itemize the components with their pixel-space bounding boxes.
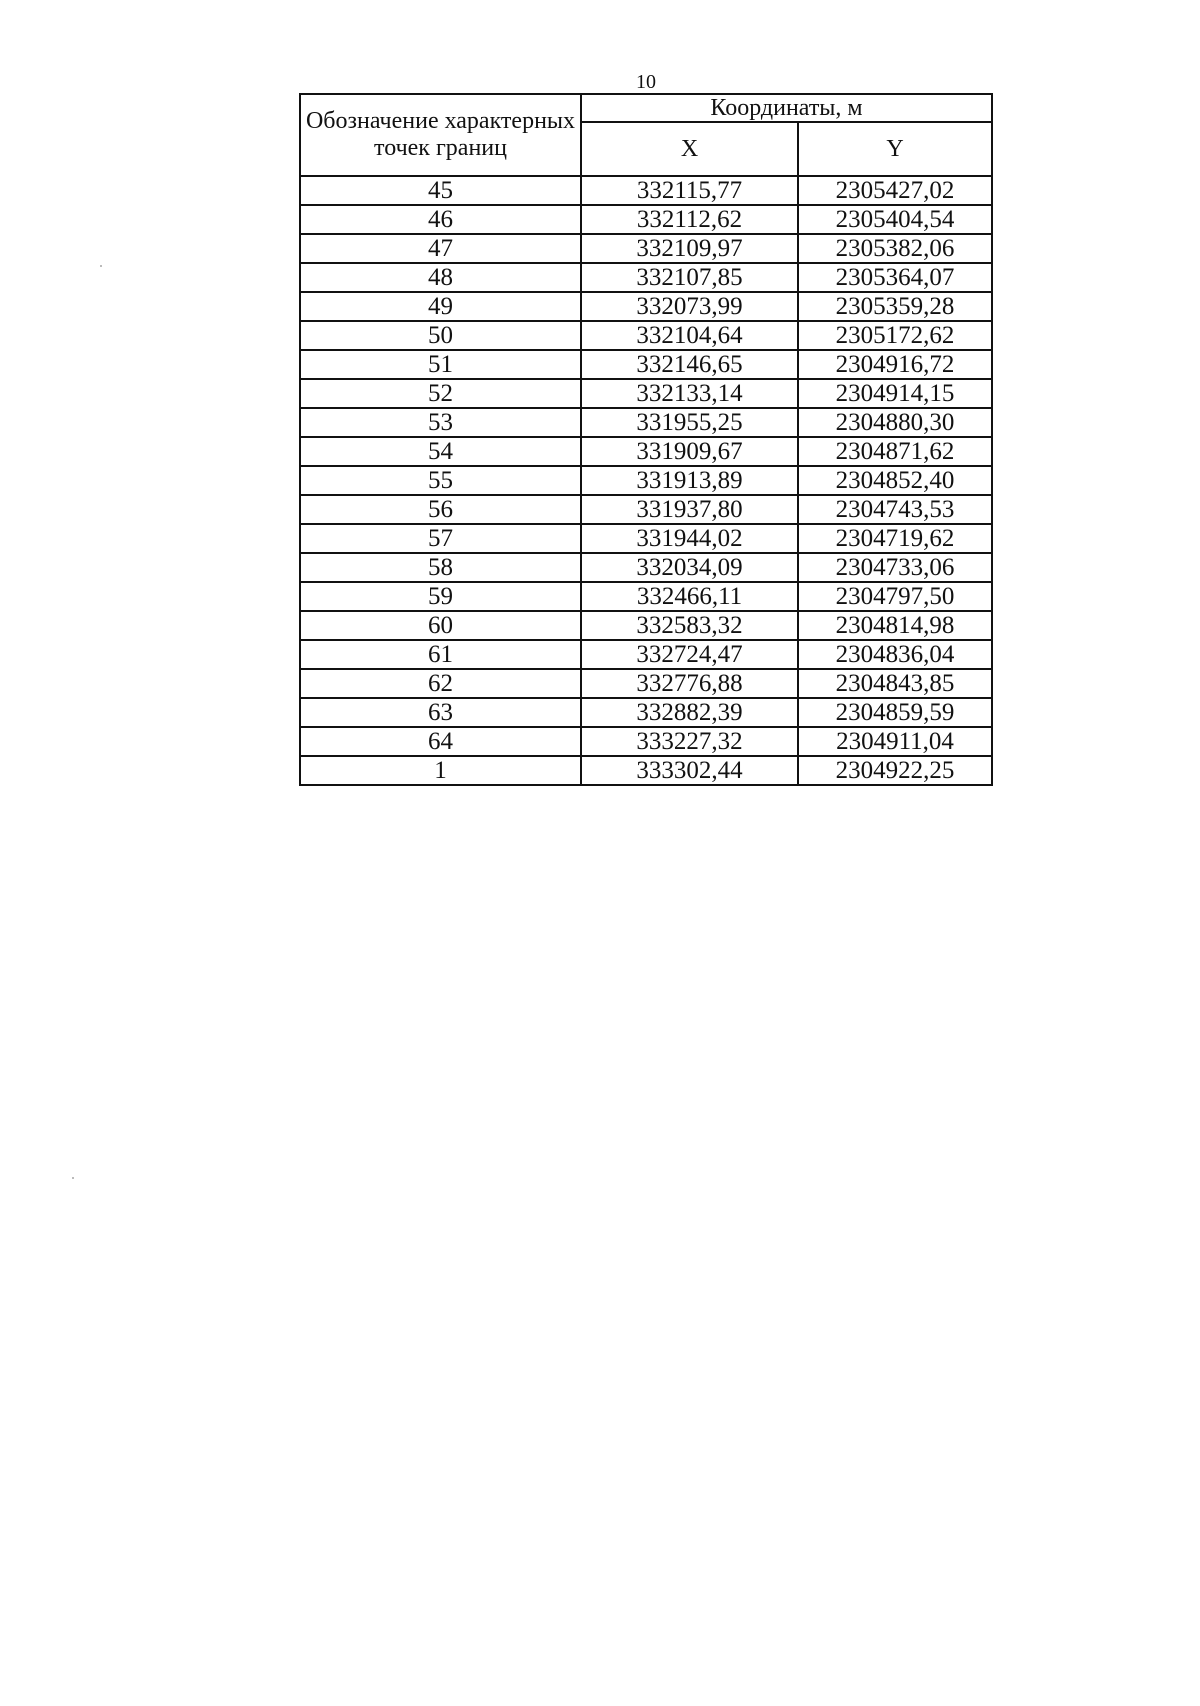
table-row — [300, 234, 992, 263]
x-coordinate-cell: 331909,67 — [581, 437, 798, 466]
table-row — [300, 466, 992, 495]
y-coordinate-cell: 2304922,25 — [798, 756, 992, 785]
y-coordinate-cell: 2304916,72 — [798, 350, 992, 379]
x-coordinate-cell: 332776,88 — [581, 669, 798, 698]
y-coordinate-cell: 2304911,04 — [798, 727, 992, 756]
point-number-cell: 46 — [300, 205, 581, 234]
y-coordinate-cell: 2304880,30 — [798, 408, 992, 437]
x-coordinate-cell: 333302,44 — [581, 756, 798, 785]
point-designation-header: Обозначение характерных точек границ — [300, 94, 581, 176]
x-coordinate-cell: 332115,77 — [581, 176, 798, 205]
point-number-cell: 58 — [300, 553, 581, 582]
point-number-cell: 50 — [300, 321, 581, 350]
table-row — [300, 321, 992, 350]
x-coordinate-cell: 332583,32 — [581, 611, 798, 640]
point-number-cell: 62 — [300, 669, 581, 698]
x-coordinate-cell: 332109,97 — [581, 234, 798, 263]
y-coordinate-cell: 2304797,50 — [798, 582, 992, 611]
x-coordinate-cell: 331944,02 — [581, 524, 798, 553]
table-row — [300, 727, 992, 756]
table-row — [300, 176, 992, 205]
point-number-cell: 1 — [300, 756, 581, 785]
x-coordinate-cell: 331937,80 — [581, 495, 798, 524]
y-coordinate-cell: 2305172,62 — [798, 321, 992, 350]
x-coordinate-cell: 331913,89 — [581, 466, 798, 495]
table-row — [300, 553, 992, 582]
scan-speck — [100, 265, 102, 267]
point-number-cell: 49 — [300, 292, 581, 321]
y-coordinate-cell: 2304719,62 — [798, 524, 992, 553]
x-coordinate-cell: 332882,39 — [581, 698, 798, 727]
x-coordinate-cell: 332146,65 — [581, 350, 798, 379]
coordinates-header: Координаты, м — [581, 94, 992, 122]
y-coordinate-cell: 2305359,28 — [798, 292, 992, 321]
y-coordinate-cell: 2304814,98 — [798, 611, 992, 640]
y-coordinate-cell: 2305382,06 — [798, 234, 992, 263]
point-number-cell: 64 — [300, 727, 581, 756]
coordinates-table — [299, 93, 993, 786]
x-column-header: X — [581, 122, 798, 176]
point-number-cell: 45 — [300, 176, 581, 205]
point-number-cell: 53 — [300, 408, 581, 437]
table-row — [300, 379, 992, 408]
point-number-cell: 48 — [300, 263, 581, 292]
y-coordinate-cell: 2304836,04 — [798, 640, 992, 669]
x-coordinate-cell: 332133,14 — [581, 379, 798, 408]
x-coordinate-cell: 332104,64 — [581, 321, 798, 350]
table-row — [300, 582, 992, 611]
point-number-cell: 59 — [300, 582, 581, 611]
point-number-cell: 47 — [300, 234, 581, 263]
y-coordinate-cell: 2304859,59 — [798, 698, 992, 727]
point-number-cell: 54 — [300, 437, 581, 466]
point-number-cell: 51 — [300, 350, 581, 379]
table-row — [300, 205, 992, 234]
table-row — [300, 350, 992, 379]
x-coordinate-cell: 332466,11 — [581, 582, 798, 611]
x-coordinate-cell: 332034,09 — [581, 553, 798, 582]
y-coordinate-cell: 2304743,53 — [798, 495, 992, 524]
y-coordinate-cell: 2305364,07 — [798, 263, 992, 292]
y-coordinate-cell: 2304914,15 — [798, 379, 992, 408]
table-row — [300, 495, 992, 524]
point-number-cell: 52 — [300, 379, 581, 408]
table-row — [300, 524, 992, 553]
y-coordinate-cell: 2304852,40 — [798, 466, 992, 495]
y-coordinate-cell: 2305427,02 — [798, 176, 992, 205]
table-row — [300, 437, 992, 466]
y-coordinate-cell: 2304733,06 — [798, 553, 992, 582]
table-row — [300, 756, 992, 785]
table-body — [300, 176, 992, 785]
point-number-cell: 60 — [300, 611, 581, 640]
x-coordinate-cell: 332724,47 — [581, 640, 798, 669]
x-coordinate-cell: 332073,99 — [581, 292, 798, 321]
point-number-cell: 57 — [300, 524, 581, 553]
y-coordinate-cell: 2305404,54 — [798, 205, 992, 234]
table-row — [300, 698, 992, 727]
y-coordinate-cell: 2304843,85 — [798, 669, 992, 698]
table-row — [300, 408, 992, 437]
table-row — [300, 292, 992, 321]
table-row — [300, 640, 992, 669]
x-coordinate-cell: 332107,85 — [581, 263, 798, 292]
point-number-cell: 55 — [300, 466, 581, 495]
scan-speck — [72, 1177, 74, 1179]
table-header — [300, 94, 992, 176]
table-row — [300, 611, 992, 640]
point-number-cell: 56 — [300, 495, 581, 524]
y-column-header: Y — [798, 122, 992, 176]
table-row — [300, 263, 992, 292]
x-coordinate-cell: 333227,32 — [581, 727, 798, 756]
page-number: 10 — [636, 71, 656, 93]
y-coordinate-cell: 2304871,62 — [798, 437, 992, 466]
x-coordinate-cell: 331955,25 — [581, 408, 798, 437]
table-row — [300, 669, 992, 698]
point-number-cell: 63 — [300, 698, 581, 727]
x-coordinate-cell: 332112,62 — [581, 205, 798, 234]
point-number-cell: 61 — [300, 640, 581, 669]
